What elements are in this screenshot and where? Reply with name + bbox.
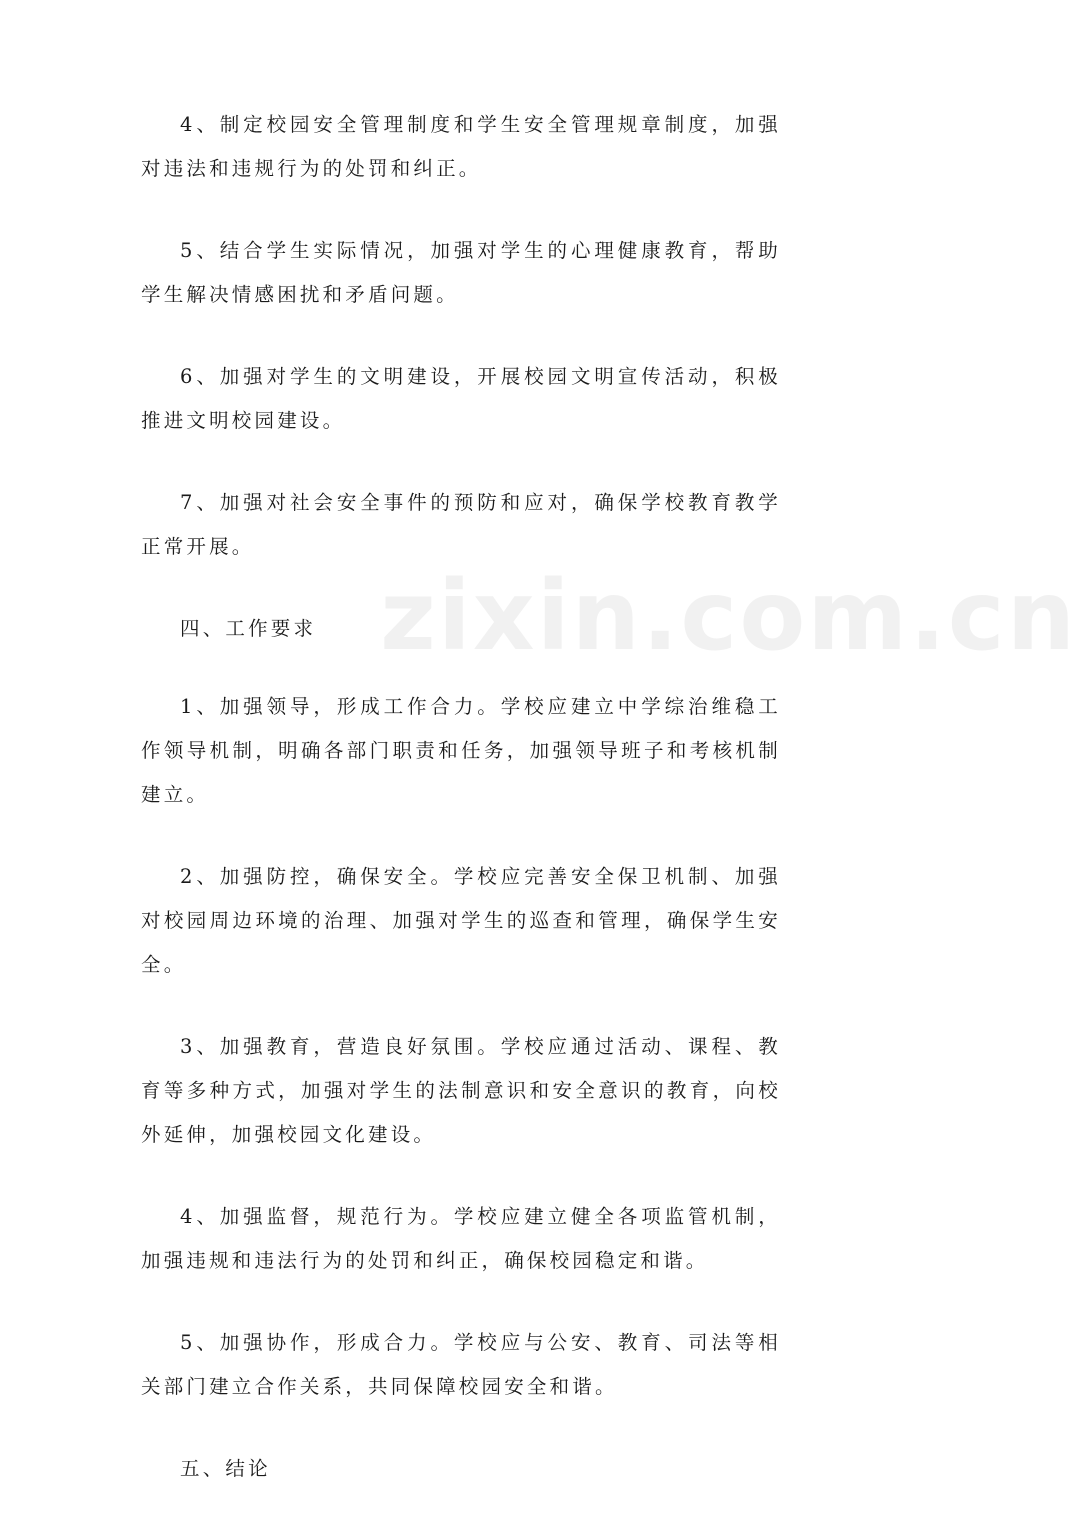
requirement-item-5: 5、加强协作，形成合力。学校应与公安、教育、司法等相关部门建立合作关系，共同保障校园安全和谐。 — [141, 1331, 781, 1398]
section-heading-conclusion: 五、结论 — [180, 1457, 271, 1480]
document-body — [141, 103, 781, 1525]
requirement-item-1: 1、加强领导，形成工作合力。学校应建立中学综治维稳工作领导机制，明确各部门职责和任务，加强领导班子和考核机制建立。 — [141, 695, 781, 806]
requirement-item-3: 3、加强教育，营造良好氛围。学校应通过活动、课程、教育等多种方式，加强对学生的法制意识和安全意识的教育，向校外延伸，加强校园文化建设。 — [141, 1035, 781, 1146]
paragraph-item-6: 6、加强对学生的文明建设，开展校园文明宣传活动，积极推进文明校园建设。 — [141, 365, 781, 432]
section-heading-work-requirements: 四、工作要求 — [180, 617, 317, 640]
paragraph-item-4: 4、制定校园安全管理制度和学生安全管理规章制度，加强对违法和违规行为的处罚和纠正。 — [141, 113, 781, 180]
requirement-item-2: 2、加强防控，确保安全。学校应完善安全保卫机制、加强对校园周边环境的治理、加强对学生的巡查和管理，确保学生安全。 — [141, 865, 781, 976]
requirement-item-4: 4、加强监督，规范行为。学校应建立健全各项监管机制，加强违规和违法行为的处罚和纠正，确保校园稳定和谐。 — [141, 1205, 781, 1272]
watermark: zixin.com.cn — [380, 560, 1077, 672]
paragraph-item-7: 7、加强对社会安全事件的预防和应对，确保学校教育教学正常开展。 — [141, 491, 781, 558]
paragraph-item-5: 5、结合学生实际情况，加强对学生的心理健康教育，帮助学生解决情感困扰和矛盾问题。 — [141, 239, 781, 306]
